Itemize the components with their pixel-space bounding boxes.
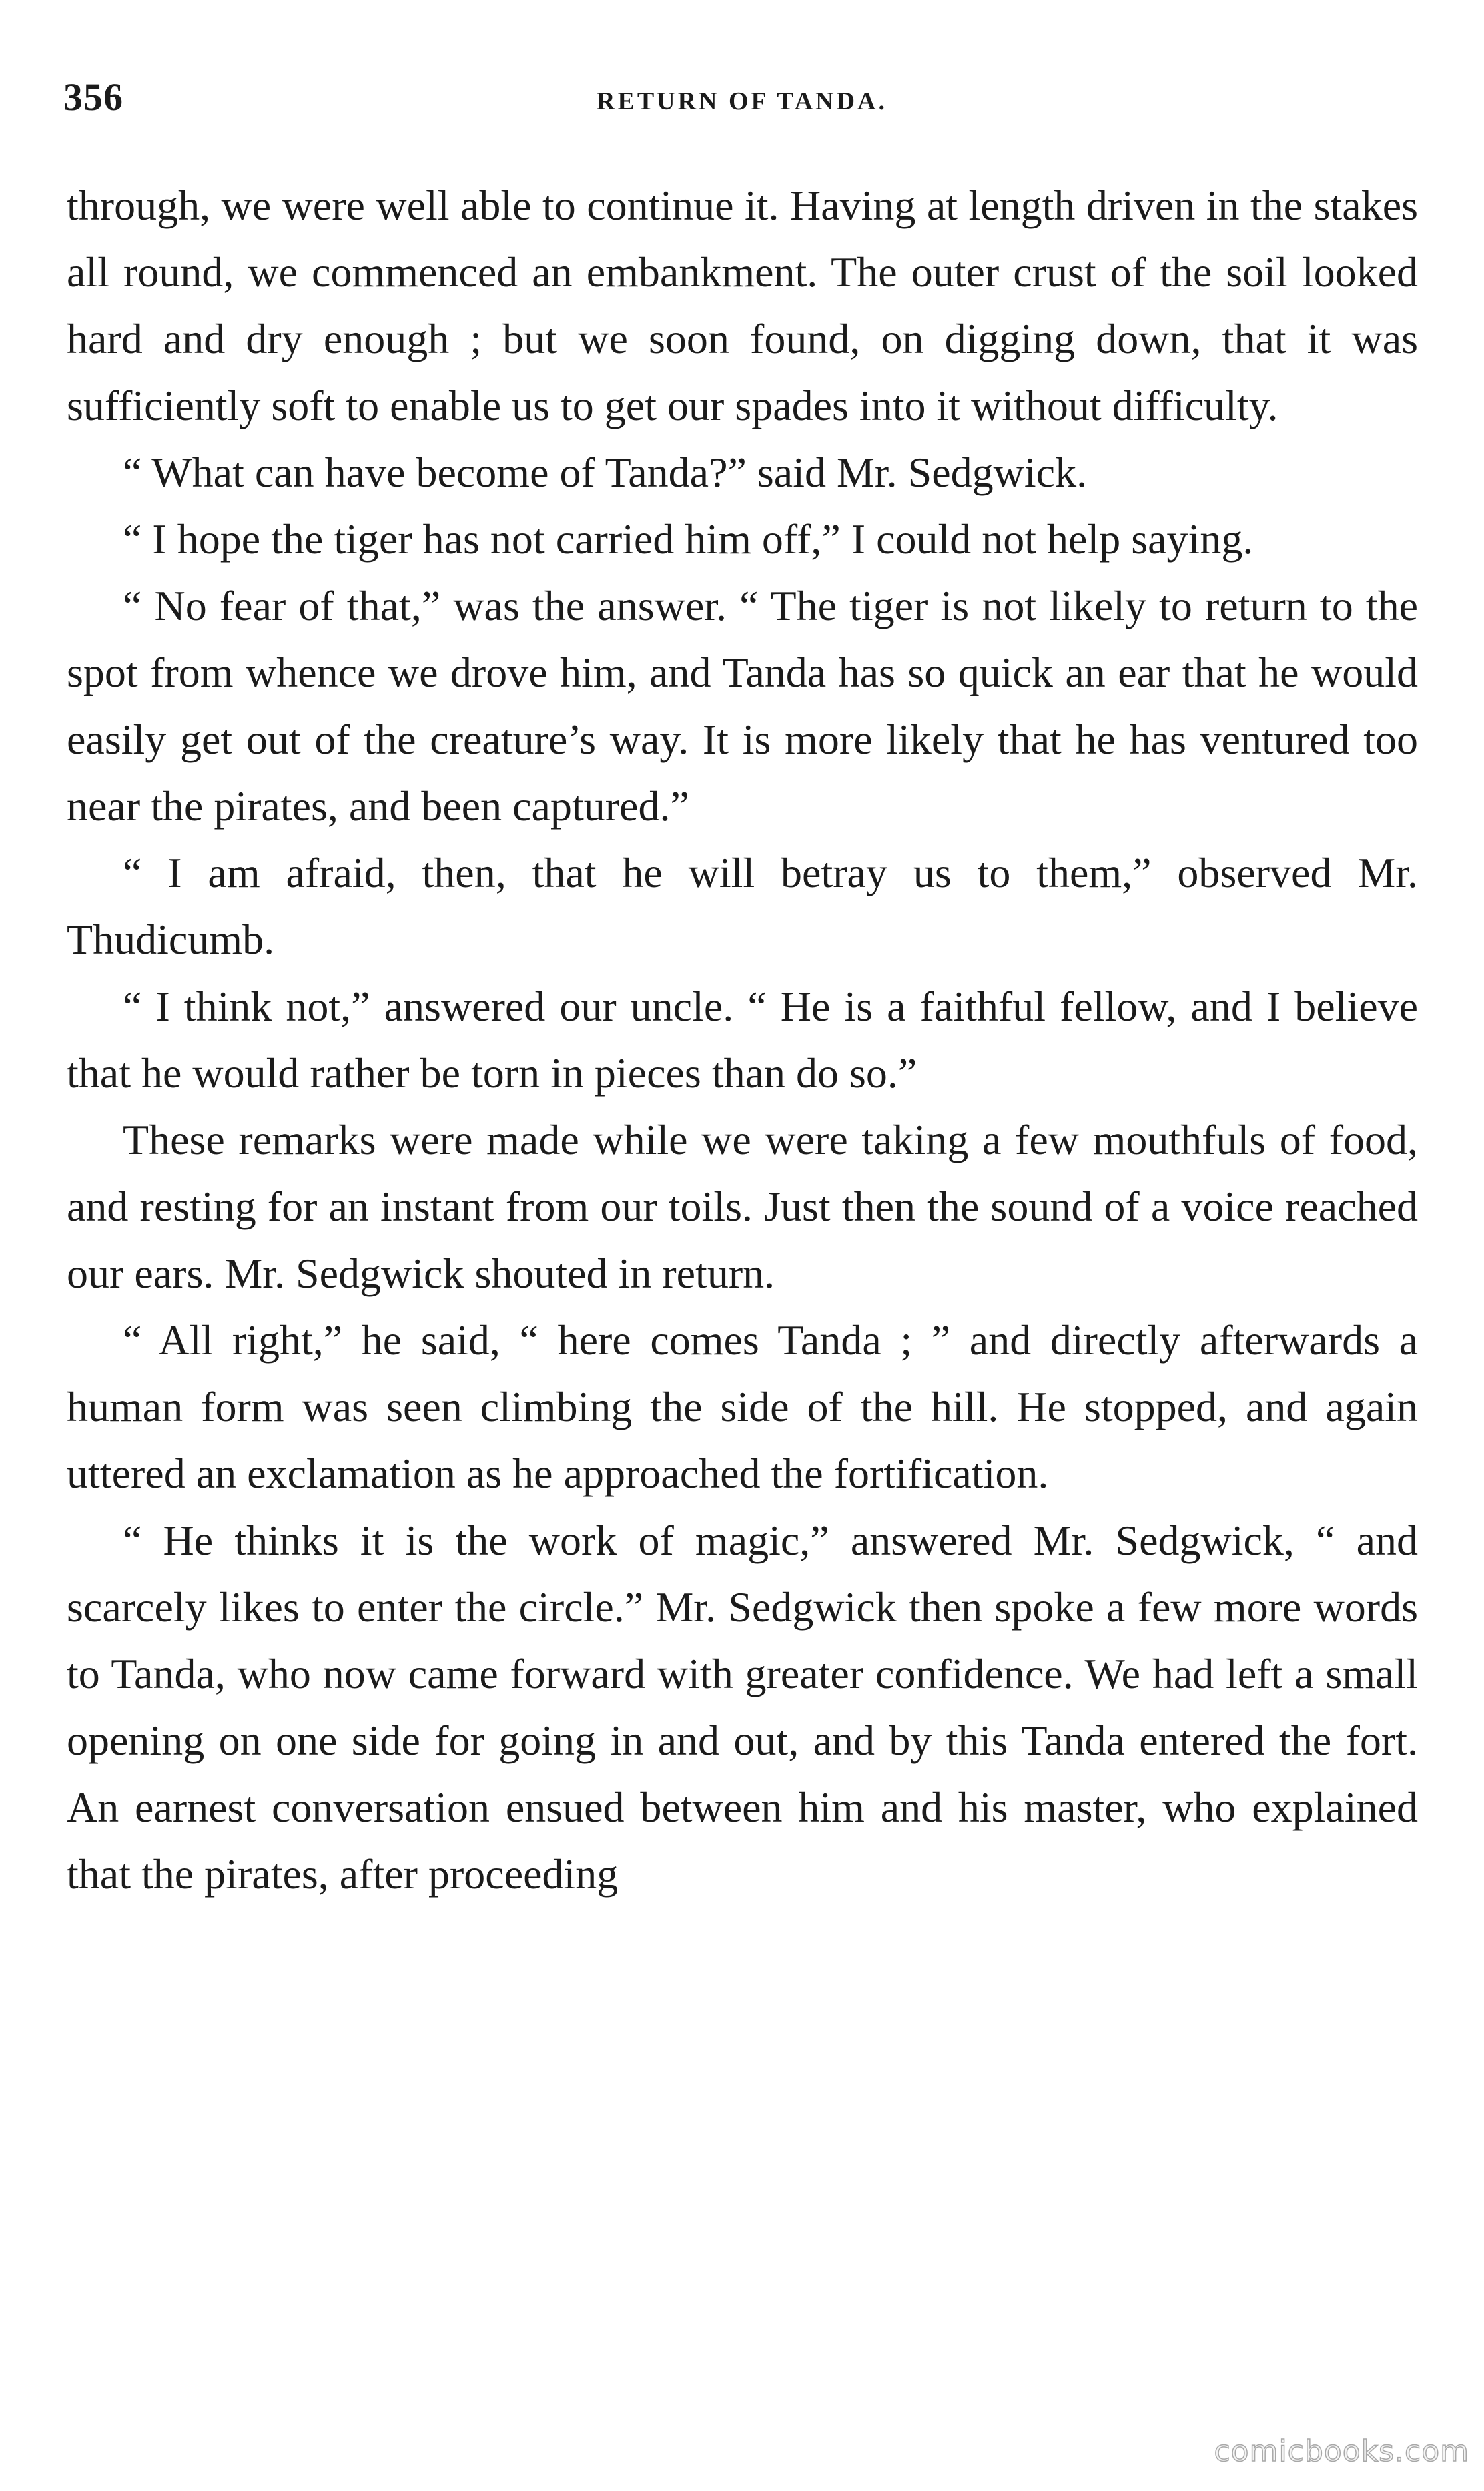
body-text	[67, 172, 1418, 1908]
paragraph: “ I am afraid, then, that he will betray us to them,” observed Mr. Thudicumb.	[67, 849, 1418, 963]
paragraph: “ What can have become of Tanda?” said Mr. Sedgwick.	[123, 449, 1088, 496]
paragraph: “ I think not,” answered our uncle. “ He is a faithful fellow, and I believe that he would rather be torn in pieces than do so.”	[67, 983, 1418, 1097]
running-title: RETURN OF TANDA.	[597, 87, 887, 115]
paragraph: “ He thinks it is the work of magic,” answered Mr. Sedgwick, “ and scarcely likes to enter the circle.” Mr. Sedgwick then spoke a few more words to Tanda, who now came forward with greater confidence. We had left a small opening on one side for going in and out, and by this Tanda entered the fort. An earnest conversation ensued between him and his master, who explained that the pirates, after proceeding	[67, 1516, 1418, 1898]
paragraph: These remarks were made while we were taking a few mouthfuls of food, and resting for an instant from our toils. Just then the sound of a voice reached our ears. Mr. Sedgwick shouted in return.	[67, 1116, 1418, 1297]
paragraph: through, we were well able to continue it. Having at length driven in the stakes all round, we commenced an embankment. The outer crust of the soil looked hard and dry enough ; but we soon found, on digging down, that it was sufficiently soft to enable us to get our spades into it without difficulty.	[67, 182, 1418, 429]
page-number: 356	[63, 75, 123, 119]
paragraph: “ All right,” he said, “ here comes Tanda ; ” and directly afterwards a human form was seen climbing the side of the hill. He stopped, and again uttered an exclamation as he approached the fortification.	[67, 1316, 1418, 1497]
paragraph: “ No fear of that,” was the answer. “ The tiger is not likely to return to the spot from whence we drove him, and Tanda has so quick an ear that he would easily get out of the creature’s way. It is more likely that he has ventured too near the pirates, and been captured.”	[67, 582, 1418, 830]
page-header	[63, 75, 1421, 128]
site-watermark: comicbooks.com	[1214, 2434, 1469, 2468]
paragraph: “ I hope the tiger has not carried him off,” I could not help saying.	[123, 515, 1254, 563]
